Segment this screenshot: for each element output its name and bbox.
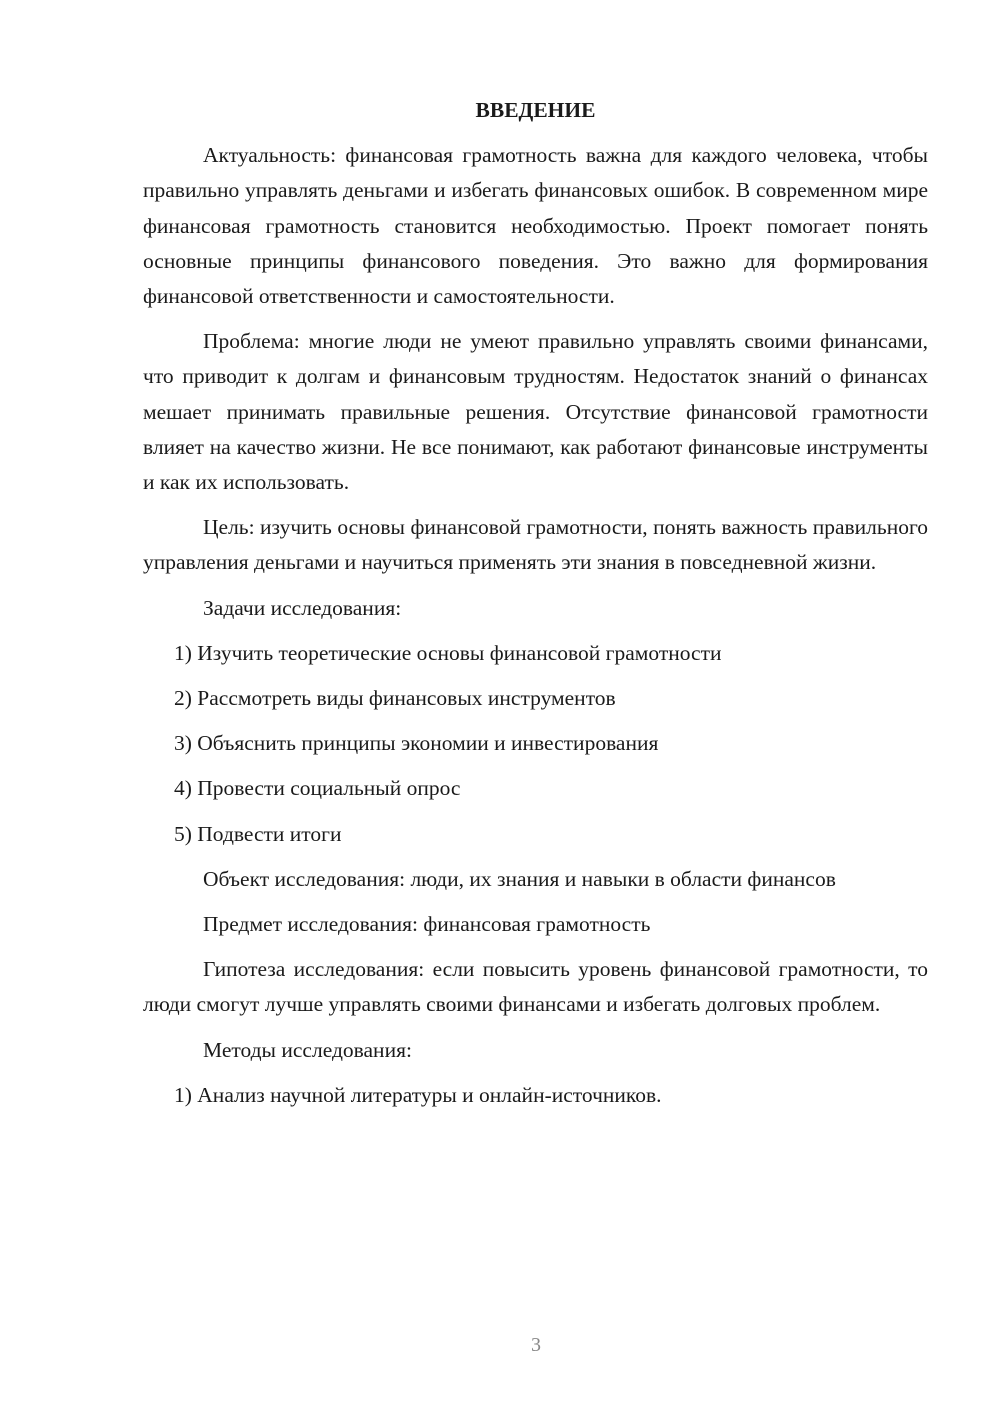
- list-item: 5) Подвести итоги: [174, 821, 342, 846]
- goal-paragraph: Цель: изучить основы финансовой грамотности, понять важность правильного управления деньгами и научиться применять эти знания в повседневной жизни.: [143, 515, 928, 575]
- list-item: 1) Изучить теоретические основы финансовой грамотности: [174, 640, 722, 665]
- hypothesis-paragraph: Гипотеза исследования: если повысить уровень финансовой грамотности, то люди смогут лучше управлять своими финансами и избегать долговых проблем.: [143, 957, 928, 1017]
- list-item: 2) Рассмотреть виды финансовых инструментов: [174, 686, 616, 711]
- list-item: 1) Анализ научной литературы и онлайн-источников.: [174, 1082, 662, 1107]
- page-content: [143, 93, 928, 1123]
- tasks-heading: Задачи исследования:: [203, 595, 402, 620]
- list-item: 4) Провести социальный опрос: [174, 776, 461, 801]
- methods-list: [143, 1078, 928, 1113]
- methods-heading: Методы исследования:: [203, 1037, 412, 1062]
- subject-paragraph: Предмет исследования: финансовая грамотность: [203, 912, 651, 937]
- problem-paragraph: Проблема: многие люди не умеют правильно управлять своими финансами, что приводит к долгам и финансовым трудностям. Недостаток знаний о финансах мешает принимать правильные решения. Отсутствие финансовой грамотности влияет на качество жизни. Не все понимают, как работают финансовые инструменты и как их использовать.: [143, 329, 928, 495]
- page-number: 3: [531, 1334, 541, 1356]
- object-paragraph: Объект исследования: люди, их знания и навыки в области финансов: [203, 866, 836, 891]
- tasks-list: [143, 636, 928, 852]
- relevance-paragraph: Актуальность: финансовая грамотность важна для каждого человека, чтобы правильно управлять деньгами и избегать финансовых ошибок. В современном мире финансовая грамотность становится необходимостью. Проект помогает понять основные принципы финансового поведения. Это важно для формирования финансовой ответственности и самостоятельности.: [143, 143, 928, 309]
- page-title: ВВЕДЕНИЕ: [475, 98, 596, 122]
- list-item: 3) Объяснить принципы экономии и инвестирования: [174, 731, 659, 756]
